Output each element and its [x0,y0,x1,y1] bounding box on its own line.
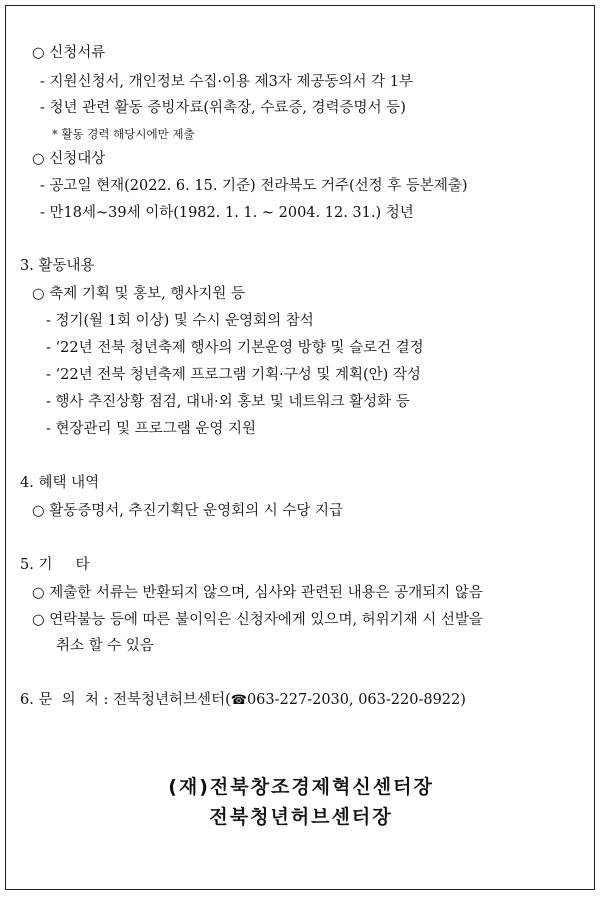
section3-sub-heading: ○ 축제 기획 및 홍보, 행사지원 등 [32,286,245,302]
docs-item: - 청년 관련 활동 증빙자료(위촉장, 수료증, 경력증명서 등) [40,100,406,116]
section5-item: ○ 제출한 서류는 반환되지 않으며, 심사와 관련된 내용은 공개되지 않음 [32,585,483,601]
section4-item: ○ 활동증명서, 추진기획단 운영회의 시 수당 지급 [32,503,344,519]
notice-frame [5,5,595,890]
section3-item: - ‘22년 전북 청년축제 행사의 기본운영 방향 및 슬로건 결정 [46,340,424,356]
contact-label: 6. 문 의 처 : [20,692,114,708]
section5-heading: 5. 기 타 [20,557,90,573]
docs-item: - 지원신청서, 개인정보 수집·이용 제3자 제공동의서 각 1부 [40,74,413,90]
footer-issuer-line2: 전북청년허브센터장 [209,806,393,828]
target-heading: ○ 신청대상 [32,151,106,167]
section3-item: - 현장관리 및 프로그램 운영 지원 [46,421,257,437]
contact-org: 전북청년허브센터( [113,692,231,708]
section4-heading: 4. 혜택 내역 [20,475,100,491]
docs-heading: ○ 신청서류 [32,45,106,61]
docs-note: * 활동 경력 해당시에만 제출 [52,127,195,141]
contact-phones: 063-227-2030, 063-220-8922) [246,692,466,708]
target-item: - 공고일 현재(2022. 6. 15. 기준) 전라북도 거주(선정 후 등본제출) [40,178,468,194]
section3-item: - ‘22년 전북 청년축제 프로그램 기획·구성 및 계획(안) 작성 [46,367,421,383]
footer-issuer-line1: (재)전북창조경제혁신센터장 [168,776,434,798]
section6-contact [20,690,466,711]
section5-item: ○ 연락불능 등에 따른 불이익은 신청자에게 있으며, 허위기재 시 선발을 [32,612,483,628]
target-item: - 만18세~39세 이하(1982. 1. 1. ~ 2004. 12. 31.) 청년 [40,205,414,221]
section3-item: - 행사 추진상황 점검, 대내·외 홍보 및 네트워크 활성화 등 [46,394,410,410]
section3-item: - 정기(월 1회 이상) 및 수시 운영회의 참석 [46,313,314,329]
phone-icon: ☎ [230,693,247,708]
section5-continuation: 취소 할 수 있음 [56,638,154,654]
section3-heading: 3. 활동내용 [20,258,95,274]
